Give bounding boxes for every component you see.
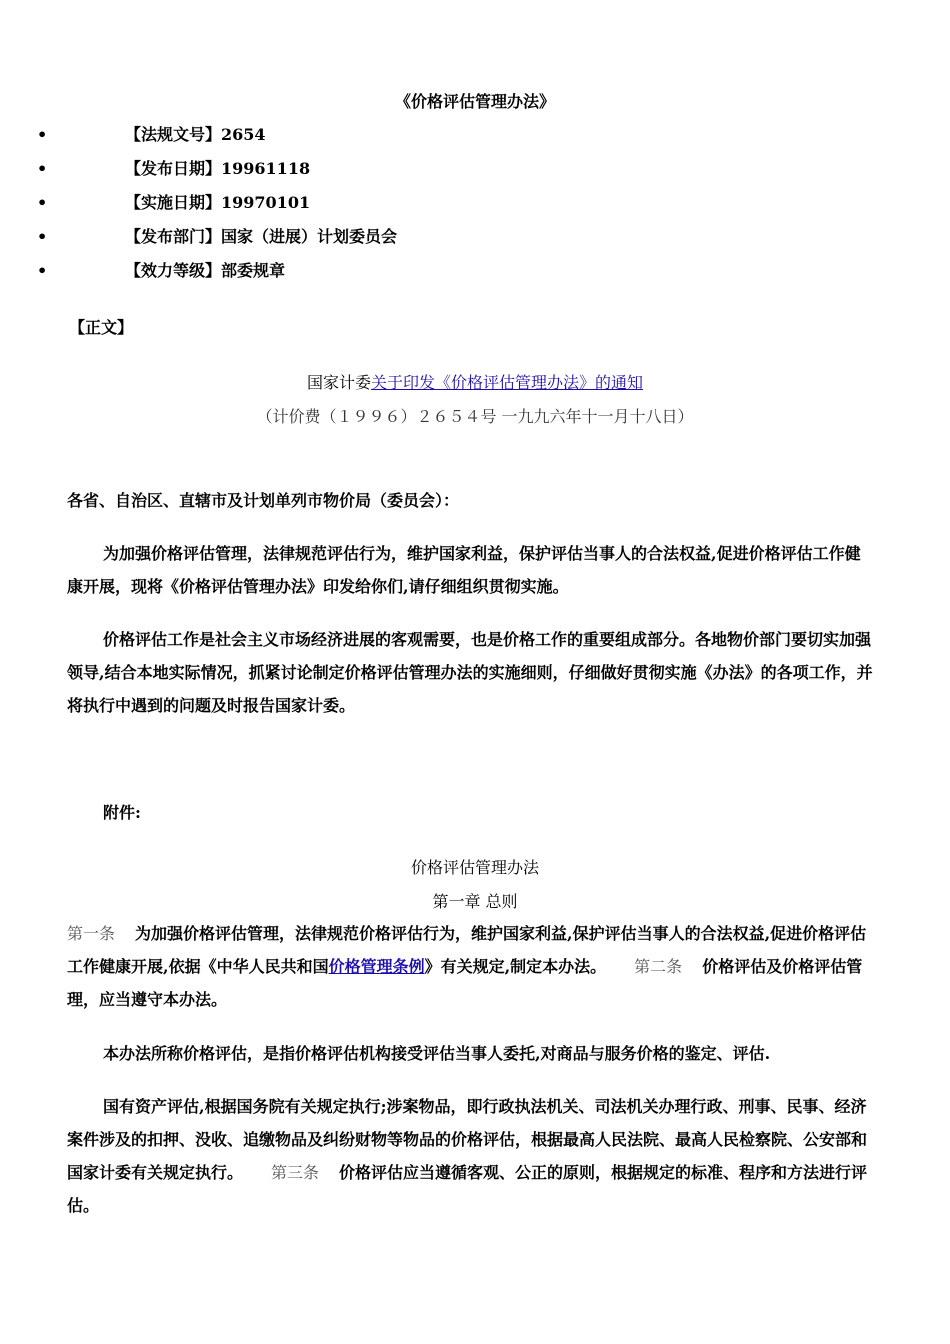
- paragraph-1: 为加强价格评估管理，法律规范评估行为，维护国家利益，保护评估当事人的合法权益,促进价格评估工作健康开展，现将《价格评估管理办法》印发给你们,请仔细组织贯彻实施。: [67, 544, 861, 596]
- bullet-icon: •: [37, 193, 48, 212]
- meta-label: 【发布部门】: [125, 227, 222, 246]
- notice-link[interactable]: 关于印发《价格评估管理办法》的通知: [371, 373, 644, 392]
- meta-label: 【法规文号】: [125, 125, 222, 144]
- paragraph-2: 价格评估工作是社会主义市场经济进展的客观需要，也是价格工作的重要组成部分。各地物价部门要切实加强领导,结合本地实际情况，抓紧讨论制定价格评估管理办法的实施细则，仔细做好贯彻实施《办法》的各项工作，并将执行中遇到的问题及时报告国家计委。: [67, 630, 873, 715]
- article-1-label: 第一条: [67, 924, 116, 943]
- notice-heading: [0, 370, 950, 393]
- meta-item-department: [37, 224, 397, 247]
- paragraph-4: [67, 1090, 875, 1222]
- meta-item-publish-date: [37, 156, 310, 179]
- body-label: 【正文】: [69, 318, 134, 337]
- notice-reference: （计价费（１９９６）２６５４号 一九九六年十一月十八日）: [256, 407, 694, 426]
- meta-value: 国家（进展）计划委员会: [221, 227, 398, 246]
- bullet-icon: •: [37, 159, 48, 178]
- article-3-label: 第三条: [271, 1163, 320, 1182]
- meta-label: 【实施日期】: [125, 193, 222, 212]
- meta-label: 【发布日期】: [125, 159, 222, 178]
- article-1-2: [67, 917, 875, 1016]
- bullet-icon: •: [37, 125, 48, 144]
- attachment-title: 价格评估管理办法: [410, 858, 539, 877]
- meta-item-level: [37, 258, 285, 281]
- regulation-link[interactable]: 价格管理条例: [328, 957, 425, 976]
- meta-value: 19970101: [221, 193, 311, 212]
- meta-item-effective-date: [37, 190, 310, 213]
- article-2-label: 第二条: [634, 957, 683, 976]
- chapter-title: 第一章 总则: [432, 892, 518, 911]
- paragraph-4-text: 国有资产评估,根据国务院有关规定执行;涉案物品，即行政执法机关、司法机关办理行政、刑事、民事、经济案件涉及的扣押、没收、追缴物品及纠纷财物等物品的价格评估，根据最高人民法院、最高人民检察院、公安部和国家计委有关规定执行。: [67, 1097, 868, 1182]
- notice-prefix: 国家计委: [306, 373, 371, 392]
- article-1-text-b: 》有关规定,制定本办法。: [424, 957, 607, 976]
- paragraph-3: 本办法所称价格评估，是指价格评估机构接受评估当事人委托,对商品与服务价格的鉴定、评估.: [103, 1044, 771, 1063]
- meta-value: 2654: [221, 125, 266, 144]
- article-2-text: 价格评估及价格评估管理，应当遵守本办法。: [67, 957, 863, 1009]
- bullet-icon: •: [37, 227, 48, 246]
- article-3-text: 价格评估应当遵循客观、公正的原则，根据规定的标准、程序和方法进行评估。: [67, 1163, 868, 1215]
- addressee: 各省、自治区、直辖市及计划单列市物价局（委员会）：: [67, 491, 460, 510]
- bullet-icon: •: [37, 261, 48, 280]
- article-1-text-a: 为加强价格评估管理，法律规范价格评估行为，维护国家利益,保护评估当事人的合法权益,促进价格评估工作健康开展,依据《中华人民共和国: [67, 924, 867, 976]
- meta-item-doc-number: [37, 122, 266, 145]
- meta-label: 【效力等级】: [125, 261, 222, 280]
- meta-value: 19961118: [221, 159, 311, 178]
- attachment-label: 附件:: [103, 803, 141, 822]
- document-title: 《价格评估管理办法》: [394, 92, 555, 111]
- meta-value: 部委规章: [221, 261, 286, 280]
